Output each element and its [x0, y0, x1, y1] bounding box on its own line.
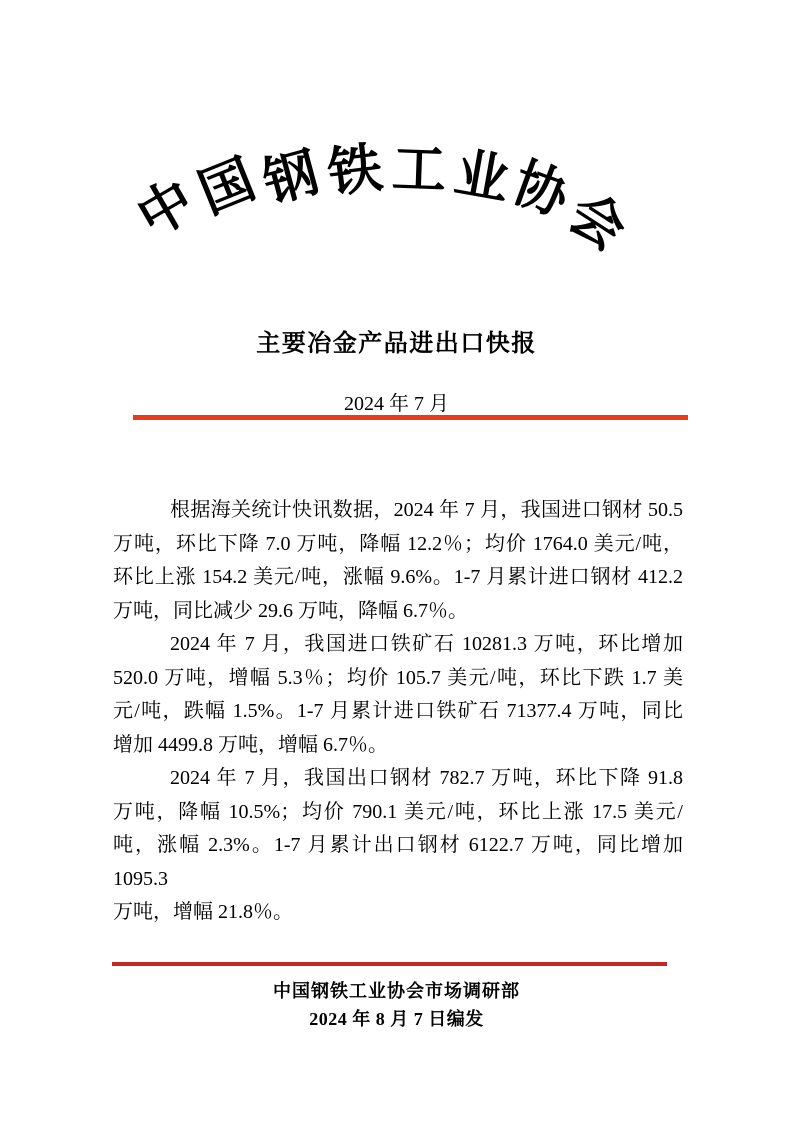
letterhead-char: 国: [190, 149, 264, 225]
letterhead-char: 铁: [324, 137, 386, 205]
body-line: 万吨，降幅 10.5%；均价 790.1 美元/吨，环比上涨 17.5 美元/: [113, 800, 683, 823]
letterhead-char: 会: [558, 182, 636, 262]
letterhead-char: 业: [450, 142, 514, 212]
body-line: 2024 年 7 月，我国进口铁矿石 10281.3 万吨，环比增加: [170, 633, 683, 655]
paragraph: [113, 494, 683, 628]
body-line: 增加 4499.8 万吨，增幅 6.7％。: [113, 733, 388, 756]
report-body: [113, 494, 683, 930]
issue-date: 2024 年 8 月 7 日编发: [309, 1009, 484, 1029]
document-title: 主要冶金产品进出口快报: [256, 331, 537, 357]
body-line: 万吨，增幅 21.8％。: [113, 901, 293, 923]
body-line: 环比上涨 154.2 美元/吨，涨幅 9.6%。1-7 月累计进口钢材 412.2: [113, 566, 683, 588]
letterhead-char: 工: [390, 139, 448, 201]
body-line: 2024 年 7 月，我国出口钢材 782.7 万吨，环比下降 91.8: [170, 767, 683, 789]
paragraph: [113, 628, 683, 762]
paragraph: [113, 762, 683, 930]
issuing-department: 中国钢铁工业协会市场调研部: [273, 981, 520, 1001]
body-line: 520.0 万吨，增幅 5.3％；均价 105.7 美元/吨，环比下跌 1.7 美: [113, 666, 683, 689]
body-line: 万吨，环比下降 7.0 万吨，降幅 12.2％；均价 1764.0 美元/吨，: [113, 532, 683, 555]
body-line: 吨，涨幅 2.3%。1-7 月累计出口钢材 6122.7 万吨，同比增加 1095.3: [113, 834, 683, 890]
header-rule: [133, 415, 688, 420]
report-period: 2024 年 7 月: [344, 393, 449, 415]
letterhead-arc-title: [0, 0, 793, 300]
letterhead-char: 钢: [257, 142, 325, 214]
footer-rule: [112, 962, 667, 966]
body-line: 元/吨，跌幅 1.5%。1-7 月累计进口铁矿石 71377.4 万吨，同比: [113, 700, 683, 722]
body-line: 根据海关统计快讯数据，2024 年 7 月，我国进口钢材 50.5: [170, 499, 683, 521]
letterhead-char: 协: [505, 152, 577, 228]
body-line: 万吨，同比减少 29.6 万吨，降幅 6.7％。: [113, 599, 468, 622]
letterhead-char: 中: [127, 169, 205, 249]
